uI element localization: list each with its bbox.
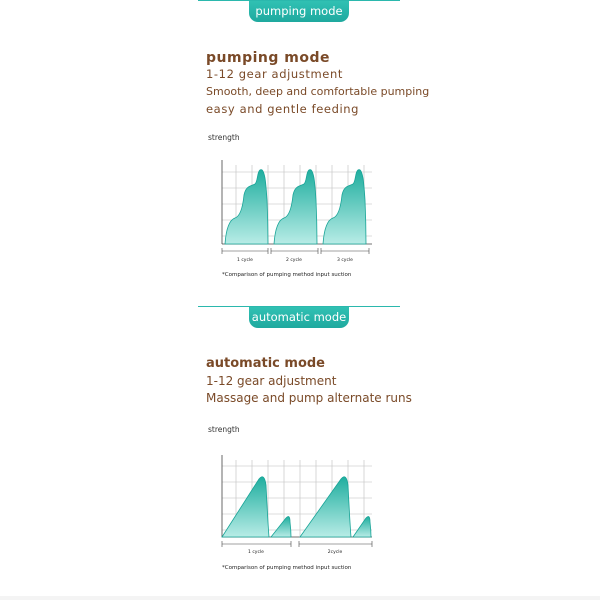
automatic-mode-title: automatic mode — [206, 356, 325, 371]
strength-label-1: strength — [208, 133, 240, 142]
chart1-cycle-label-3: 3 cycle — [337, 258, 353, 263]
smooth-pumping-text: Smooth, deep and comfortable pumping — [206, 85, 430, 98]
gentle-feeding-text: easy and gentle feeding — [206, 102, 360, 116]
gear-adjustment-text-2: 1-12 gear adjustment — [206, 374, 337, 388]
pumping-mode-title: pumping mode — [206, 50, 330, 66]
pumping-comparison-note: *Comparison of pumping method input suction — [222, 272, 352, 278]
massage-pump-text: Massage and pump alternate runs — [206, 391, 412, 405]
automatic-comparison-note: *Comparison of pumping method input suction — [222, 565, 352, 571]
tab-automatic-mode[interactable]: automatic mode — [249, 307, 349, 328]
chart2-cycle-label-2: 2cycle — [327, 550, 343, 555]
chart2-cycle-brackets — [222, 541, 372, 547]
strength-label-2: strength — [208, 425, 240, 434]
bottom-strip — [0, 596, 600, 600]
chart2-wave-4 — [353, 517, 371, 537]
chart2-wave-1 — [222, 477, 269, 537]
chart1-cycle-label-2: 2 cycle — [286, 258, 302, 263]
chart2-wave-2 — [271, 517, 291, 537]
chart2-wave-3 — [300, 477, 351, 537]
tab-pumping-mode[interactable]: pumping mode — [249, 1, 349, 22]
chart1-cycle-label-1: 1 cycle — [237, 258, 253, 263]
chart2-cycle-label-1: 1 cycle — [248, 550, 264, 555]
gear-adjustment-text: 1-12 gear adjustment — [206, 67, 343, 81]
